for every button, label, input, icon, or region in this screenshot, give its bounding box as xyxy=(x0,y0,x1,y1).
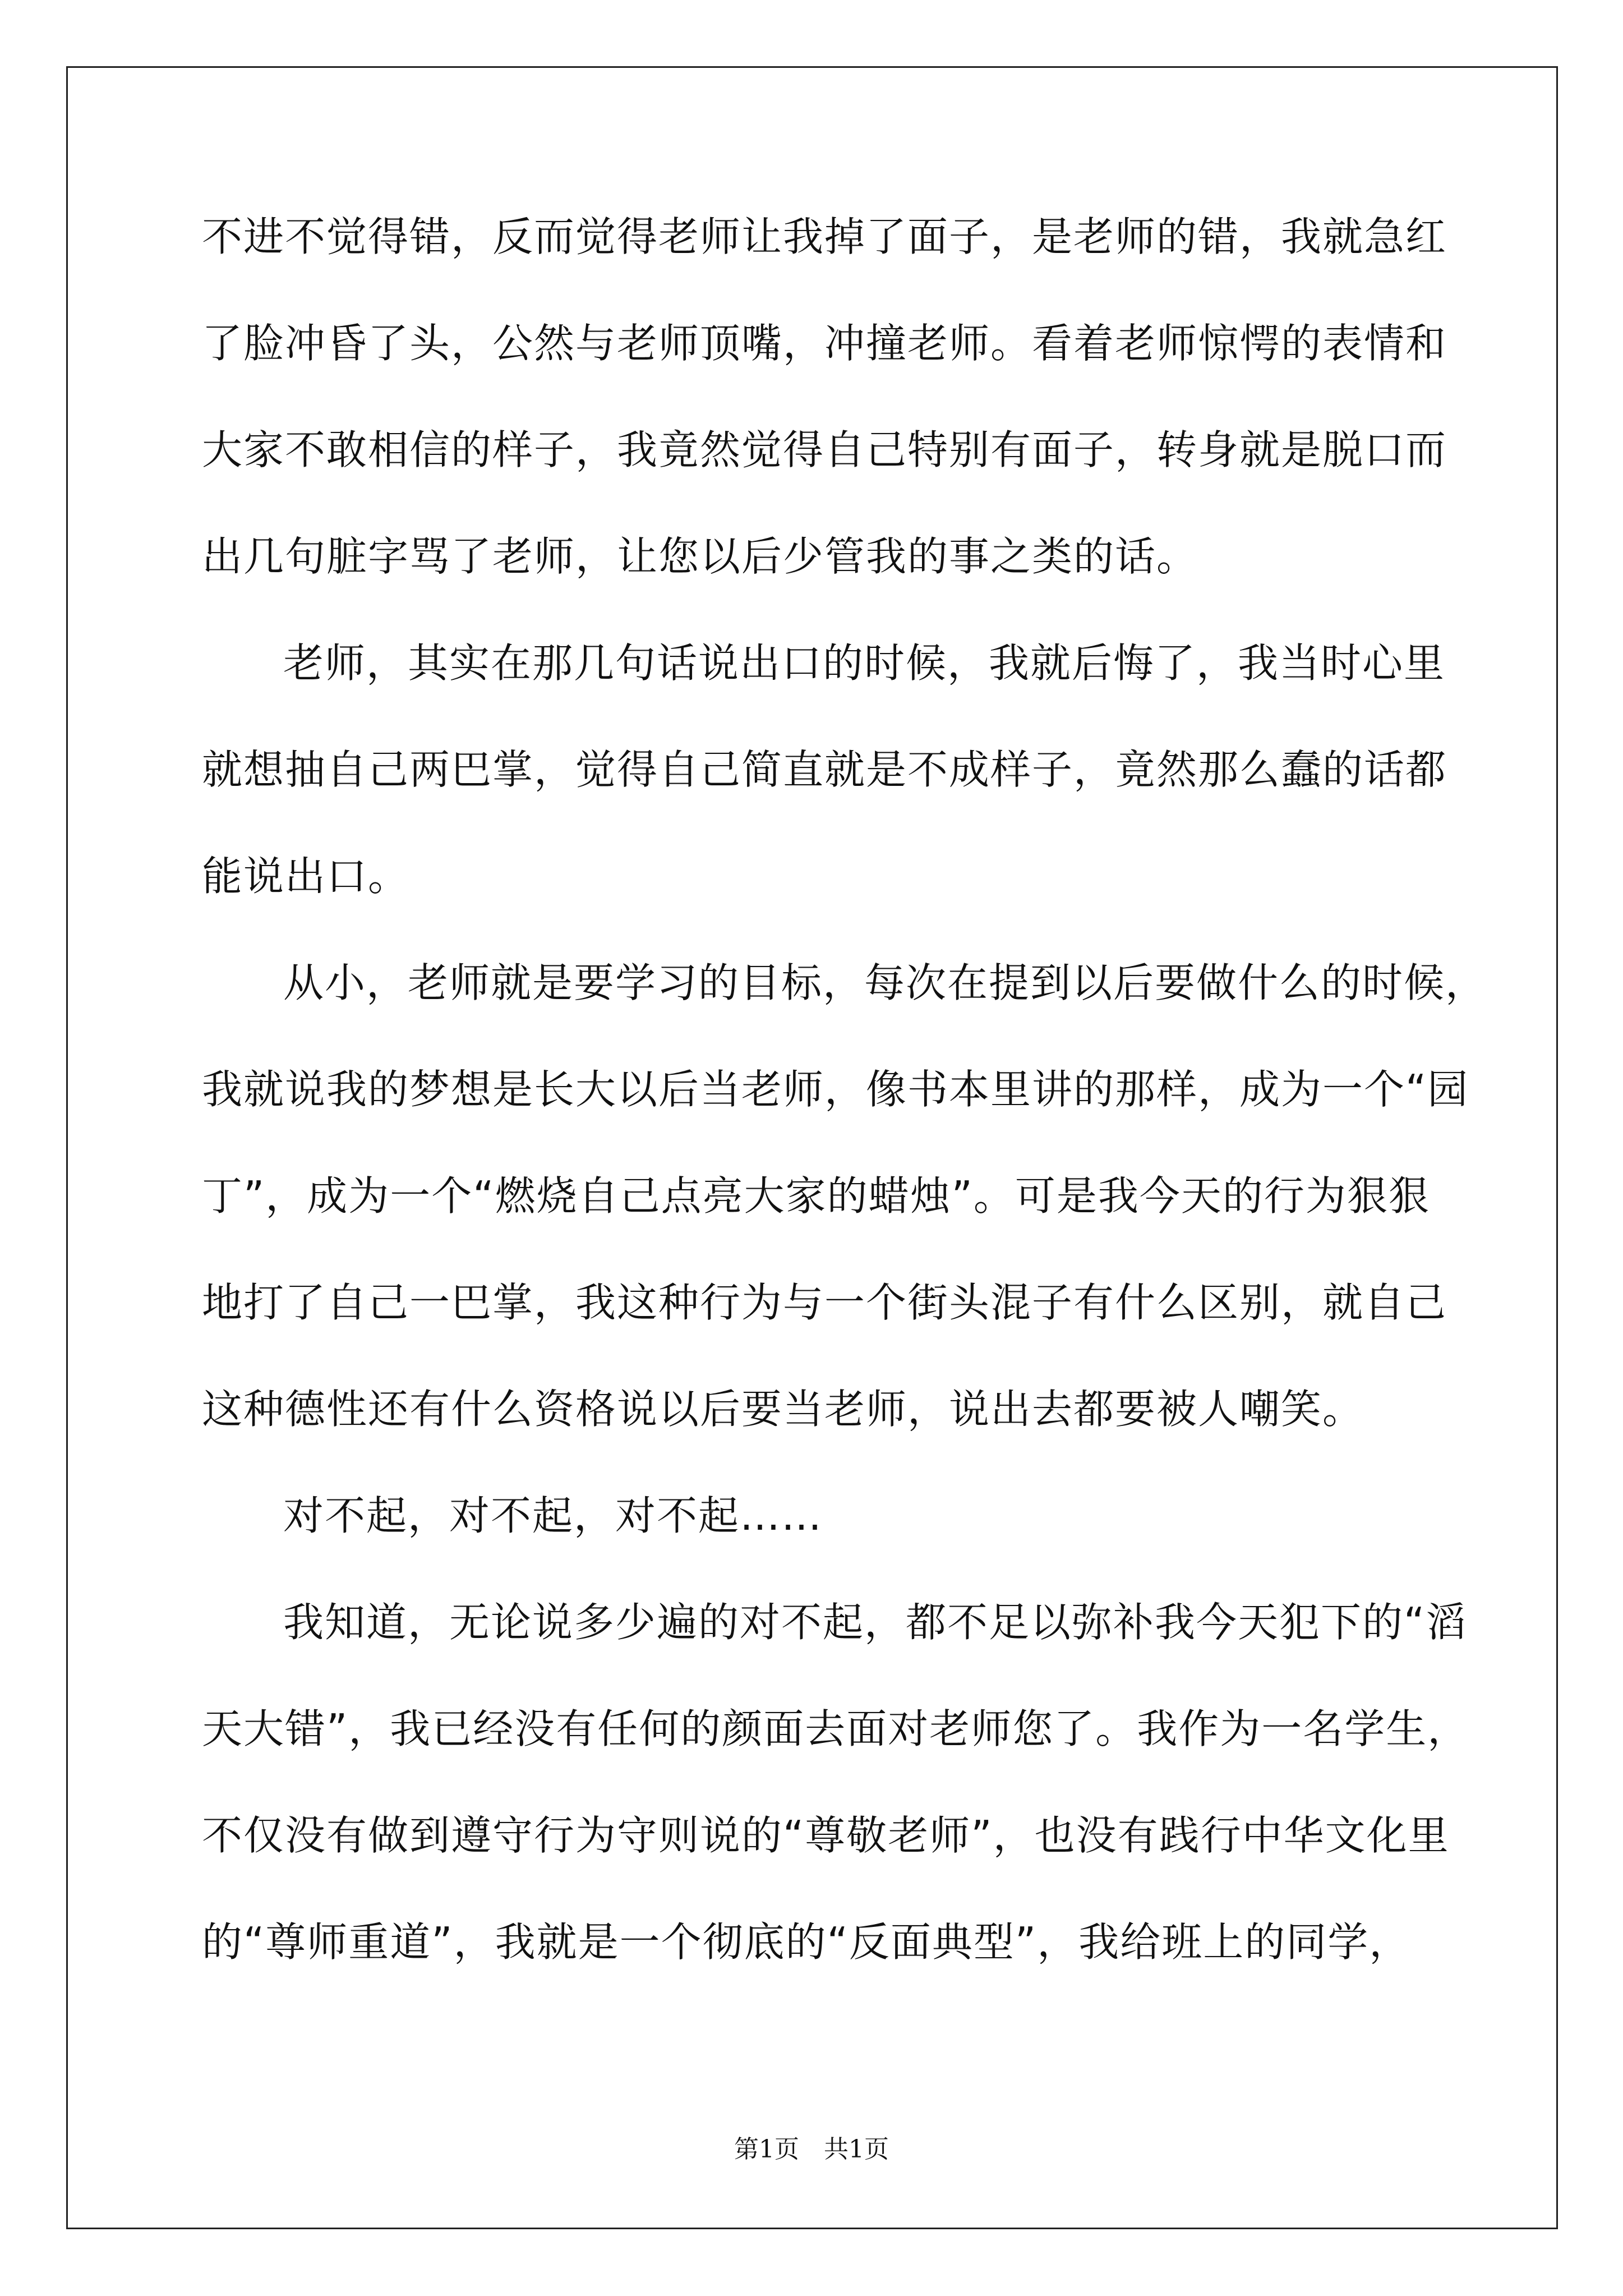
text-line: 不进不觉得错，反而觉得老师让我掉了面子，是老师的错，我就急红 xyxy=(202,213,1447,260)
text-line: 天大错”，我已经没有任何的颜面去面对老师您了。我作为一名学生， xyxy=(202,1705,1469,1752)
document-body xyxy=(202,209,1487,2021)
text-line: 丁”，成为一个“燃烧自己点亮大家的蜡烛”。可是我今天的行为狠狠 xyxy=(202,1172,1430,1220)
text-line: 从小，老师就是要学习的目标，每次在提到以后要做什么的时候， xyxy=(283,959,1487,1006)
page-footer: 第1页 共1页 xyxy=(734,2135,889,2164)
text-line: 老师，其实在那几句话说出口的时候，我就后悔了，我当时心里 xyxy=(283,639,1446,687)
text-line: 地打了自己一巴掌，我这种行为与一个街头混子有什么区别，就自己 xyxy=(202,1279,1447,1326)
text-line: 不仅没有做到遵守行为守则说的“尊敬老师”，也没有践行中华文化里 xyxy=(202,1812,1450,1859)
text-line: 我知道，无论说多少遍的对不起，都不足以弥补我今天犯下的“滔 xyxy=(283,1599,1468,1646)
text-line: 了脸冲昏了头，公然与老师顶嘴，冲撞老师。看着老师惊愕的表情和 xyxy=(202,320,1447,367)
text-line: 对不起，对不起，对不起…… xyxy=(283,1492,823,1539)
text-line: 我就说我的梦想是长大以后当老师，像书本里讲的那样，成为一个“园 xyxy=(202,1066,1469,1113)
text-line: 能说出口。 xyxy=(202,853,410,900)
text-line: 大家不敢相信的样子，我竟然觉得自己特别有面子，转身就是脱口而 xyxy=(202,426,1447,473)
text-line: 这种德性还有什么资格说以后要当老师，说出去都要被人嘲笑。 xyxy=(202,1386,1364,1433)
text-line: 的“尊师重道”，我就是一个彻底的“反面典型”，我给班上的同学， xyxy=(202,1918,1411,1966)
text-line: 就想抽自己两巴掌，觉得自己简直就是不成样子，竟然那么蠢的话都 xyxy=(202,746,1447,793)
text-line: 出几句脏字骂了老师，让您以后少管我的事之类的话。 xyxy=(202,533,1198,580)
